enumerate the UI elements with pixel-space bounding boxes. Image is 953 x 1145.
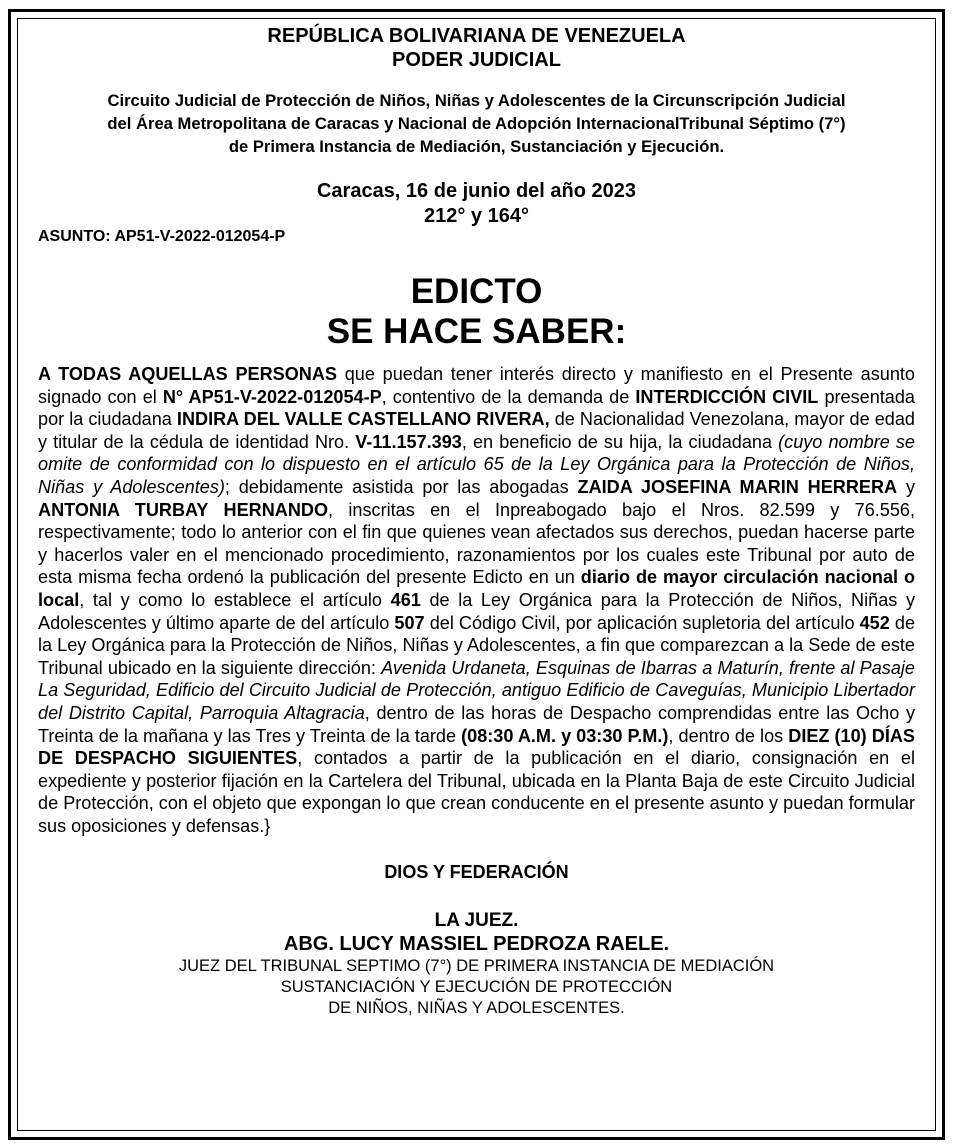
years-line: 212° y 164° [424, 205, 529, 227]
header [38, 24, 915, 72]
body-segment: , dentro de las horas de Despacho comprendidas entre las Ocho y Treinta de la mañana y las Tres y Treinta de la tarde [38, 702, 916, 746]
branch-heading: PODER JUDICIAL [392, 49, 561, 71]
body-segment: 452 [859, 612, 890, 633]
body-segment: , tal y como lo establece el artículo [79, 589, 391, 610]
date-block [38, 179, 915, 229]
signer-role-3: DE NIÑOS, NIÑAS Y ADOLESCENTES. [328, 999, 625, 1018]
body-segment: , en beneficio de su hija, la ciudadana [461, 431, 779, 452]
body-segment: , inscritas en el Inpreabogado bajo el Nros. 82.599 y 76.556, respectivamente; todo lo anterior con el fin que quienes vean afectados sus derechos, puedan hacerse parte y hacerlos valer en el mencionado procedimiento, razonamientos por los cuales este Tribunal por auto de esta misma fecha ordenó la publicación del presente Edicto en un [38, 499, 915, 588]
case-number: ASUNTO: AP51-V-2022-012054-P [38, 228, 286, 245]
edict-subtitle: SE HACE SABER: [326, 312, 627, 351]
date-line: Caracas, 16 de junio del año 2023 [316, 180, 637, 202]
page-title [38, 272, 915, 352]
body-segment: , contentivo de la demanda de [381, 386, 636, 407]
body-segment: de la Ley Orgánica para la Protección de Niños, Niñas y Adolescentes, a fin que comparezcan a la Sede de este Tribunal ubicado en la siguiente dirección: [38, 612, 916, 678]
country-heading: REPÚBLICA BOLIVARIANA DE VENEZUELA [267, 25, 686, 47]
body-segment: diario de mayor circulación nacional o local [38, 567, 915, 610]
body-segment: de Nacionalidad Venezolana, mayor de edad y titular de la cédula de identidad Nro. [38, 409, 915, 452]
body-segment: (08:30 A.M. y 03:30 P.M.) [461, 725, 669, 746]
body-segment: ; debidamente asistida por las abogadas [224, 476, 578, 497]
body-segment: INDIRA DEL VALLE CASTELLANO RIVERA, [176, 409, 550, 430]
body-segment: del Código Civil, por aplicación supletoria del artículo [424, 612, 860, 633]
body-segment: Avenida Urdaneta, Esquinas de Ibarras a Maturín, frente al Pasaje La Seguridad, Edificio del Circuito Judicial de Protección, antiguo Edificio de Caveguías, Municipio Libertador del Distrito Capital, Parroquia Altagracia [38, 657, 915, 723]
body-segment: ANTONIA TURBAY HERNANDO [38, 499, 329, 520]
signer-role-1: JUEZ DEL TRIBUNAL SEPTIMO (7°) DE PRIMERA INSTANCIA DE MEDIACIÓN [178, 957, 775, 976]
body-segment: y [897, 476, 915, 497]
signature-block [38, 909, 915, 1019]
signer-role-2: SUSTANCIACIÓN Y EJECUCIÓN DE PROTECCIÓN [280, 978, 673, 997]
body-segment: DIEZ (10) DÍAS DE DESPACHO SIGUIENTES [38, 725, 915, 769]
body-segment: ZAIDA JOSEFINA MARIN HERRERA [577, 476, 898, 497]
body-segment: N° AP51-V-2022-012054-P [162, 386, 382, 407]
court-line-1: Circuito Judicial de Protección de Niños, Niñas y Adolescentes de la Circunscripción Judicial [107, 91, 846, 110]
edict-document [38, 24, 915, 1019]
body-segment: 461 [390, 589, 421, 610]
court-line-3: de Primera Instancia de Mediación, Sustanciación y Ejecución. [228, 137, 725, 156]
body-segment: (cuyo nombre se omite de conformidad con lo dispuesto en el artículo 65 de la Ley Orgánica para la Protección de Niños, Niñas y Adolescentes) [38, 431, 915, 497]
closing-formula: DIOS Y FEDERACIÓN [384, 862, 569, 883]
body-segment: presentada por la ciudadana [38, 386, 915, 430]
body-segment: , contados a partir de la publicación en el diario, consignación en el expediente y posterior fijación en la Cartelera del Tribunal, ubicada en la Planta Baja de este Circuito Judicial de Protección, con el objeto que expongan lo que crean conducente en el presente asunto y puedan formular sus oposiciones y defensas.} [38, 748, 915, 836]
body-segment: A TODAS AQUELLAS PERSONAS [38, 364, 337, 384]
edict-title: EDICTO [410, 272, 543, 311]
signer-name: ABG. LUCY MASSIEL PEDROZA RAELE. [283, 933, 670, 956]
body-segment: de la Ley Orgánica para la Protección de Niños, Niñas y Adolescentes y último aparte de del artículo [38, 589, 915, 633]
court-line-2: del Área Metropolitana de Caracas y Nacional de Adopción InternacionalTribunal Séptimo (7°) [107, 114, 846, 133]
body-segment: que puedan tener interés directo y manifiesto en el Presente asunto signado con el [38, 364, 915, 407]
body-segment: INTERDICCIÓN CIVIL [635, 386, 819, 407]
body-segment: V-11.157.393 [355, 431, 462, 452]
edict-body [38, 363, 915, 837]
body-segment: , dentro de los [668, 725, 789, 746]
signer-title: LA JUEZ. [434, 910, 519, 932]
body-segment: 507 [394, 612, 425, 633]
court-name [38, 89, 915, 158]
